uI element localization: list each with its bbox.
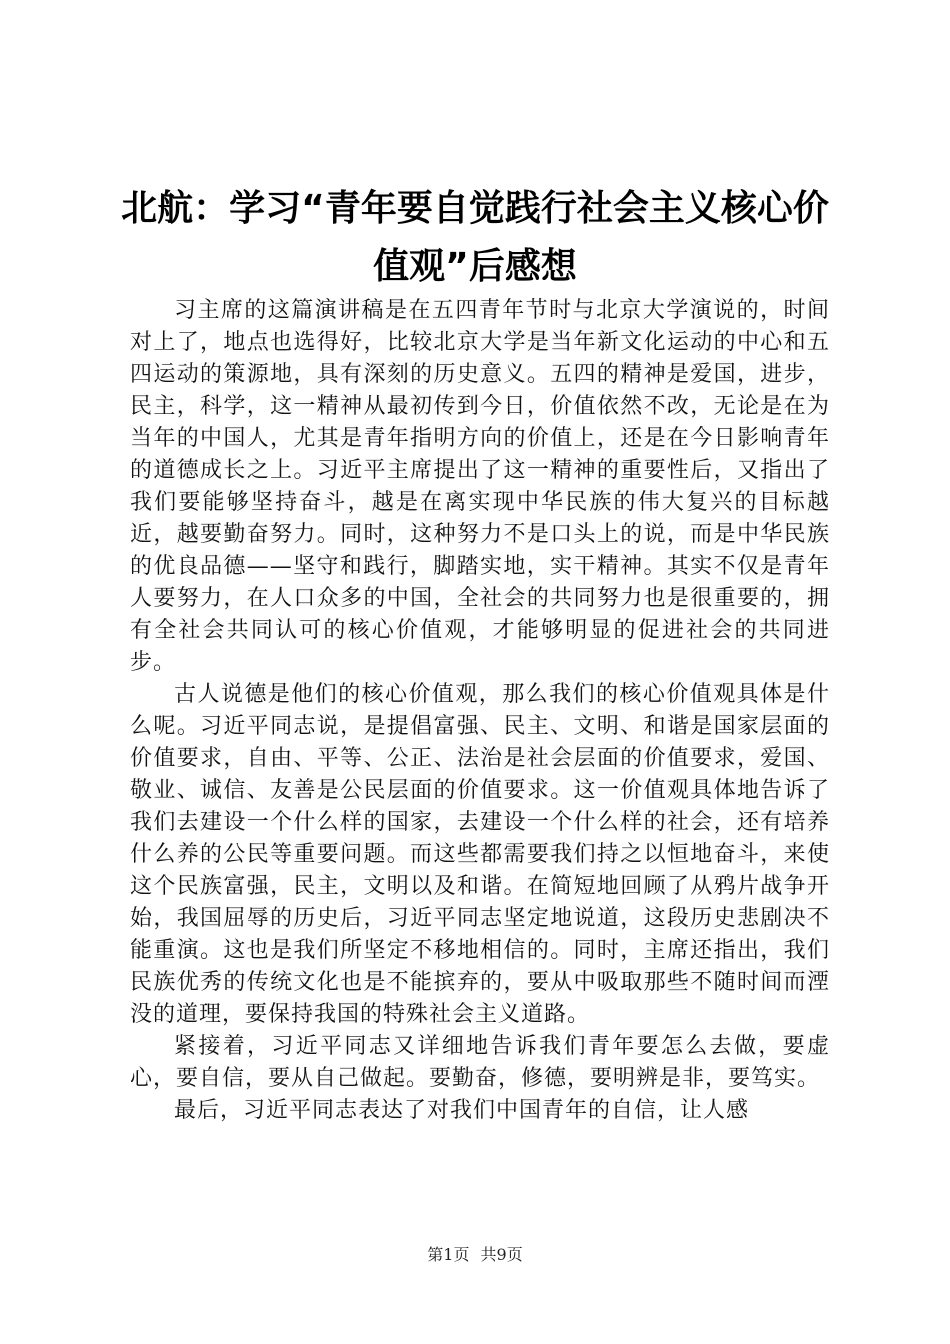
document-body	[130, 295, 830, 1127]
page-footer	[0, 1242, 950, 1265]
paragraph: 最后，习近平同志表达了对我们中国青年的自信，让人感	[174, 1098, 750, 1123]
paragraph: 习主席的这篇演讲稿是在五四青年节时与北京大学演说的，时间对上了，地点也选得好，比较北京大学是当年新文化运动的中心和五四运动的策源地，具有深刻的历史意义。五四的精神是爱国，进步，民主，科学，这一精神从最初传到今日，价值依然不改，无论是在为当年的中国人，尤其是青年指明方向的价值上，还是在今日影响青年的道德成长之上。习近平主席提出了这一精神的重要性后，又指出了我们要能够坚持奋斗，越是在离实现中华民族的伟大复兴的目标越近，越要勤奋努力。同时，这种努力不是口头上的说，而是中华民族的优良品德——坚守和践行，脚踏实地，实干精神。其实不仅是青年人要努力，在人口众多的中国，全社会的共同努力也是很重要的，拥有全社会共同认可的核心价值观，才能够明显的促进社会的共同进步。	[130, 298, 830, 675]
page-number: 第1页	[427, 1245, 470, 1264]
paragraph: 紧接着，习近平同志又详细地告诉我们青年要怎么去做，要虚心，要自信，要从自己做起。要勤奋，修德，要明辨是非，要笃实。	[130, 1034, 830, 1091]
document-title: 北航：学习“青年要自觉践行社会主义核心价值观”后感想	[121, 188, 829, 287]
paragraph: 古人说德是他们的核心价值观，那么我们的核心价值观具体是什么呢。习近平同志说，是提倡富强、民主、文明、和谐是国家层面的价值要求，自由、平等、公正、法治是社会层面的价值要求，爱国、敬业、诚信、友善是公民层面的价值要求。这一价值观具体地告诉了我们去建设一个什么样的国家，去建设一个什么样的社会，还有培养什么养的公民等重要问题。而这些都需要我们持之以恒地奋斗，来使这个民族富强，民主，文明以及和谐。在简短地回顾了从鸦片战争开始，我国屈辱的历史后，习近平同志坚定地说道，这段历史悲剧决不能重演。这也是我们所坚定不移地相信的。同时，主席还指出，我们民族优秀的传统文化也是不能摈弃的，要从中吸取那些不随时间而湮没的道理，要保持我国的特殊社会主义道路。	[130, 682, 830, 1027]
page-total: 共9页	[480, 1245, 523, 1264]
